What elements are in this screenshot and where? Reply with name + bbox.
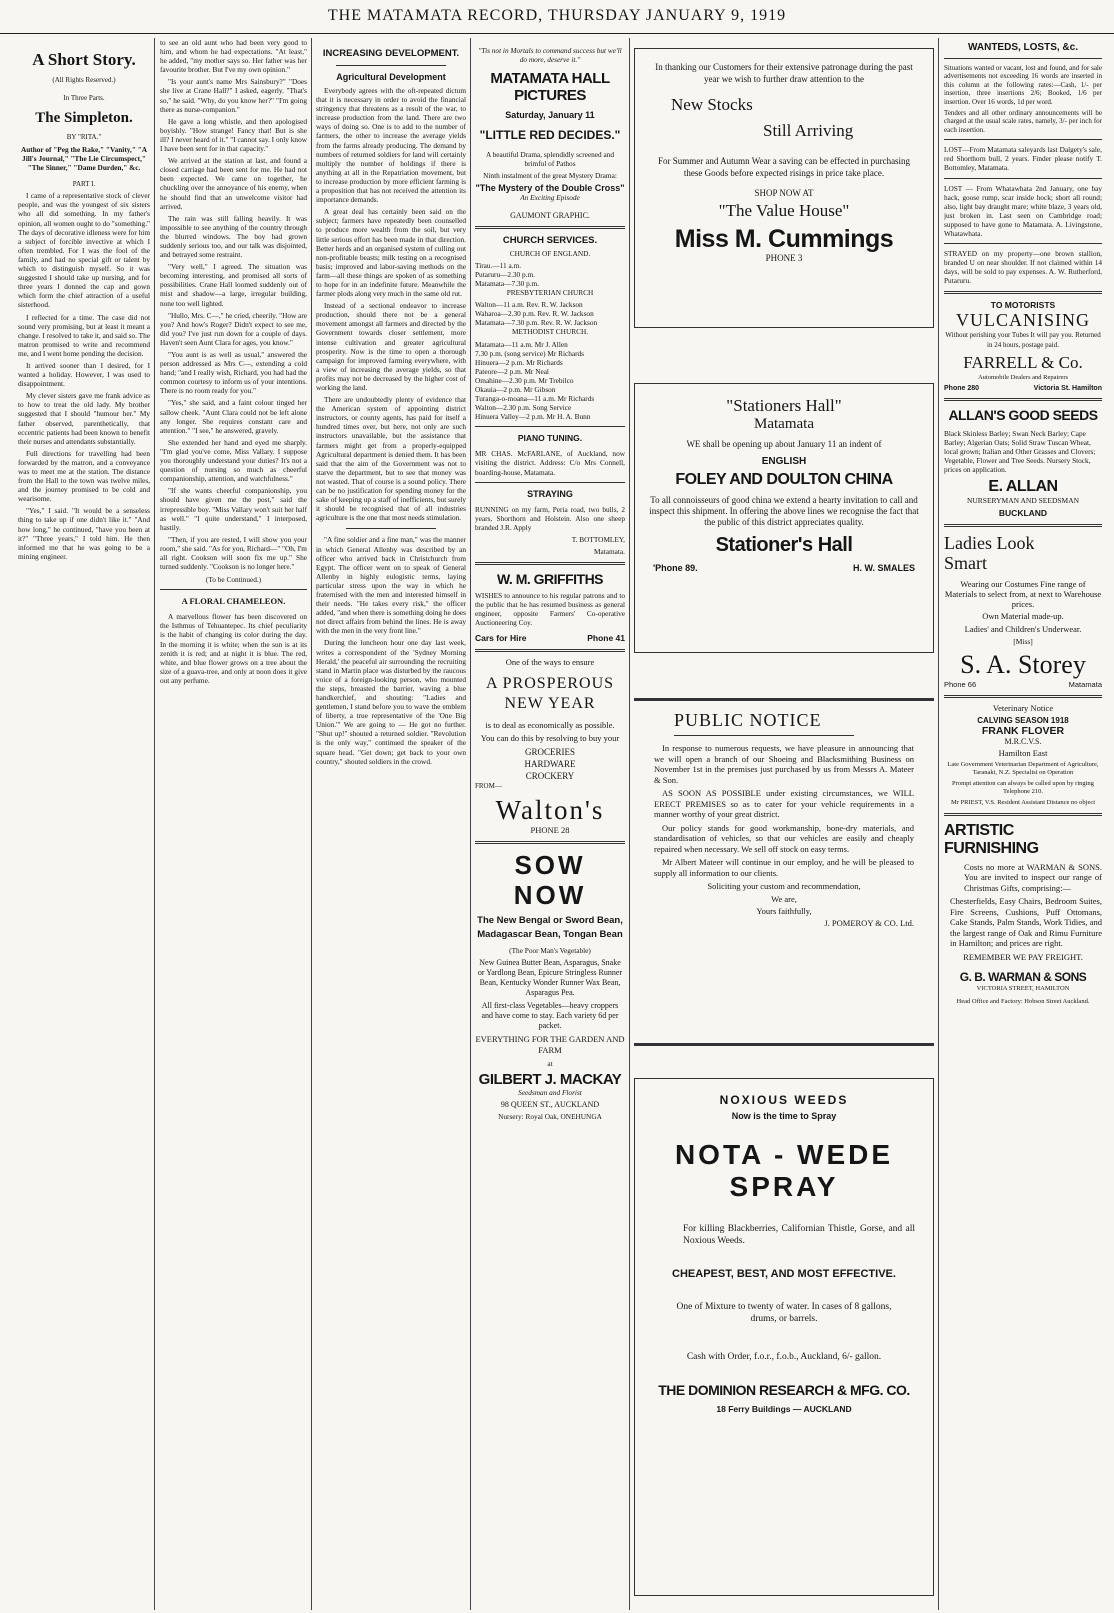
wanteds-tenders: Tenders and all other ordinary announcements will be charged at the usual scale rates, namely, 3/- per inch for each insertion. bbox=[944, 109, 1102, 134]
vulc-to: TO MOTORISTS bbox=[990, 300, 1056, 311]
griffiths-cars: Cars for Hire bbox=[475, 633, 527, 644]
list-item: GROCERIES bbox=[524, 746, 575, 757]
story-paragraph: to see an old aunt who had been very good to him, and whom he had expectations. "At least," he added, "my mother says so. Her father was her favourite brother. But I've my own opinion." bbox=[160, 38, 307, 75]
walton-items bbox=[475, 746, 625, 782]
allan-title: ALLAN'S GOOD SEEDS bbox=[948, 406, 1098, 423]
church-cofe-lines bbox=[475, 261, 625, 288]
allan-name: E. ALLAN bbox=[988, 478, 1058, 496]
story-column bbox=[18, 38, 150, 1608]
warman-list: Chesterfields, Easy Chairs, Bedroom Suites, Fire Screens, Cushions, Puff Ottomans, Cake Stands, Palm Stands, Work Tidies, and the largest range of Oak and Rimu Furniture in Hamilton; and prices are right. bbox=[950, 896, 1102, 949]
church-cofe: CHURCH OF ENGLAND. bbox=[509, 248, 591, 258]
story-paragraph: I came of a representative stock of clever people, and was the youngest of six sisters who all did something. In my father's opinion, all women ought to do "something." The days of decorative idleness were for him a subject of forcible invective at which I often trembled. For I was the fool of the family, and had no special gift or talent by which to distinguish myself. So it was suggested I should take up nursing, and for three years I donned the cap and gown which form the chief attraction of a useful sisterhood. bbox=[18, 191, 150, 310]
value-shop: SHOP NOW AT bbox=[754, 188, 814, 198]
storey-phone: Phone 66 bbox=[944, 679, 977, 689]
griffiths-title: W. M. GRIFFITHS bbox=[496, 571, 604, 588]
warman-t1: ARTISTIC bbox=[944, 821, 1014, 839]
hall-desc: A beautiful Drama, splendidly screened and brimful of Pathos bbox=[485, 150, 615, 169]
warman-remember: REMEMBER WE PAY FREIGHT. bbox=[963, 951, 1083, 962]
development-paragraph: Everybody agrees with the oft-repeated dictum that it is necessary in order to avoid the financial stringency that threatens as a result of the war, to increase production from the land. There are two ways of doing so. One is to add to the number of farmers, the other to increase the average yields from the farms already producing. The demand by numbers of returned soldiers for land will certainly multiply the number of holdings if there is anything at all in the Repatriation movement, but to increase production by more efficient farming is a proposition that has not received the attention its importance demands. bbox=[316, 86, 466, 205]
church-pres: PRESBYTERIAN CHURCH bbox=[506, 288, 594, 298]
hall-quote: "Tis not in Mortals to command success but we'll do more, deserve it." bbox=[478, 46, 622, 65]
weeds-addr: 18 Ferry Buildings — AUCKLAND bbox=[716, 1404, 852, 1415]
story-paragraph: "Yes," she said, and a faint colour tinged her sallow cheek. "Aunt Clara could not be left alone any longer. She requires constant care and attention." "I see," he answered, gravely. bbox=[160, 398, 307, 435]
story-byline: BY "RITA." bbox=[66, 133, 102, 141]
list-item: Waharoa—2.30 p.m. Rev. R. W. Jackson bbox=[475, 309, 594, 319]
walton-intro: One of the ways to ensure bbox=[505, 657, 595, 668]
list-item: Tirau.—11 a.m. bbox=[475, 260, 522, 270]
storey-title2: Smart bbox=[944, 553, 987, 574]
sow-nursery: Nursery: Royal Oak, ONEHUNGA bbox=[498, 1112, 602, 1122]
stationers-town: Matamata bbox=[754, 416, 814, 432]
value-name: Miss M. Cummings bbox=[674, 225, 894, 254]
straying-sig: T. BOTTOMLEY, bbox=[571, 534, 625, 544]
column-rule bbox=[470, 38, 471, 1610]
vet-town: Hamilton East bbox=[998, 747, 1048, 758]
chameleon-title: A FLORAL CHAMELEON. bbox=[181, 596, 286, 607]
wanteds-title: WANTEDS, LOSTS, &c. bbox=[967, 42, 1078, 53]
vulc-phone: Phone 280 bbox=[944, 384, 980, 392]
notice-title: PUBLIC NOTICE bbox=[674, 710, 822, 730]
story-paragraph: My clever sisters gave me frank advice as to how to treat the old lady. My brother suggested that I should "humour her." My father observed, parenthetically, that eccentric patients had been known to benefit their nurses and attendants substantially. bbox=[18, 391, 150, 446]
vulc-name: FARRELL & Co. bbox=[963, 352, 1083, 372]
warman-name: G. B. WARMAN & SONS bbox=[959, 970, 1087, 985]
value-body: For Summer and Autumn Wear a saving can be effected in purchasing these Goods before expected risings in price take place. bbox=[657, 156, 911, 178]
value-still: Still Arriving bbox=[763, 121, 854, 140]
vet-priest: Mr PRIEST, V.S. Resident Assistant Distance no object bbox=[950, 798, 1096, 806]
value-house: "The Value House" bbox=[718, 201, 850, 221]
weeds-cheap: CHEAPEST, BEST, AND MOST EFFECTIVE. bbox=[672, 1268, 896, 1280]
notice-we: We are, bbox=[771, 893, 797, 904]
weeds-big: NOTA - WEDE SPRAY bbox=[674, 1139, 894, 1202]
notice-paragraph: AS SOON AS POSSIBLE under existing circumstances, we WILL ERECT PREMISES so as to cater for your vehicle requirements in a manner worthy of your great district. bbox=[654, 788, 914, 819]
development-column bbox=[316, 38, 466, 1608]
sow-list: New Guinea Butter Bean, Asparagus, Snake or Yardlong Bean, Epicure Stringless Runner Bean, Kentucky Wonder Runner Wax Bean, Asparagus Pea. bbox=[477, 957, 623, 997]
list-item: Matamata—7.30 p.m. bbox=[475, 278, 540, 288]
storey-town: Matamata bbox=[1068, 679, 1102, 689]
hall-feature: "LITTLE RED DECIDES." bbox=[479, 128, 621, 143]
weeds-co: THE DOMINION RESEARCH & MFG. CO. bbox=[658, 1382, 910, 1399]
hall-ninth: Ninth instalment of the great Mystery Drama: bbox=[483, 171, 617, 181]
wanteds-strayed: STRAYED on my property—one brown stallion, branded U on near shoulder. If not claimed within 14 days, will be sold to pay expenses. A. W. Rutherford, Putaruru. bbox=[944, 249, 1102, 286]
development-title: INCREASING DEVELOPMENT. bbox=[322, 48, 460, 59]
story-name: The Simpleton. bbox=[35, 110, 133, 126]
walton-deal: is to deal as economically as possible. bbox=[485, 719, 615, 730]
story-paragraph: The rain was still falling heavily. It was impossible to see anything of the country through the blurred windows. The boy had grown suddenly serious too, and our talk was disjointed, and betrayed some restraint. bbox=[160, 213, 307, 260]
storey-name: S. A. Storey bbox=[960, 649, 1086, 679]
stationers-english: ENGLISH bbox=[761, 456, 807, 467]
wanteds-lost-horses: LOST — From Whatawhata 2nd January, one bay hack, goose rump, scar inside hock; short all round; also, light bay draught mare; white blaze, 3 years old, just broken in. Last seen on Cambridge road; supposed to have gone to Matamata. A. Livingstone, Whatawhata. bbox=[944, 183, 1102, 238]
sow-sub: The New Bengal or Sword Bean, Madagascar Bean, Tongan Bean bbox=[477, 914, 623, 940]
vulc-text: Without perishing your Tubes It will pay you. Returned in 24 hours, postage paid. bbox=[945, 331, 1101, 349]
piano-title: PIANO TUNING. bbox=[517, 433, 583, 444]
allenby-paragraph: "A fine soldier and a fine man," was the manner in which General Allenby was described by an officer who arrived back in Christchurch from Egypt. The officer went on to speak of General Allenby in highly eulogistic terms, laying particular stress upon the way in which he fraternised with the men and interested himself in their needs. "He takes every risk," the officer added, "and when there is something doing he does not direct affairs from behind the lines. He is away with the men in the very front line." bbox=[316, 535, 466, 636]
storey-title1: Ladies Look bbox=[944, 533, 1035, 554]
storey-own: Own Material made-up. bbox=[982, 611, 1064, 622]
list-item: HARDWARE bbox=[524, 758, 576, 769]
sow-addr: 98 QUEEN ST., AUCKLAND bbox=[500, 1100, 600, 1110]
story-paragraph: We arrived at the station at last, and found a closed carriage had been sent for me. He had not been expected. We came on together, he chuckling over the annoyance of his enemy, when he should find that an unwelcome visitor had arrived. bbox=[160, 156, 307, 211]
development-paragraph: Instead of a sectional endeavor to increase production, should there not be a general movement amongst all farmers and directed by the Government towards closer settlement, more intense cultivation and greater agricultural prosperity. Now is the time to open a thorough campaign for improved farming everywhere, with a view of increasing the average yields, so that profits may not be decreased by the higher cost of working the land. bbox=[316, 301, 466, 392]
development-paragraph: There are undoubtedly plenty of evidence that the American system of appointing district instructors, or county agents, has paid for itself a hundred times over, but here, not only are such instructors unavailable, but the assistance that farmers might get from a properly-equipped Agricultural department is denied them. It has been said that the aim of the Government was not to starve the department, but to see that money was not wasted. That of course is a sound policy. There can be no justification for spending money for the sake of keeping up a staff of inefficients, but surely it should be recognised that of all industries agriculture is the one that most needs stimulation. bbox=[316, 395, 466, 523]
list-item: Turanga-o-moana—11 a.m. Mr Richards bbox=[475, 394, 595, 404]
hall-title: MATAMATA HALL PICTURES bbox=[490, 70, 610, 105]
list-item: Putaruru—2.30 p.m. bbox=[475, 269, 535, 279]
weeds-cash: Cash with Order, f.o.r., f.o.b., Auckland, 6/- gallon. bbox=[686, 1352, 882, 1362]
vulc-title: VULCANISING bbox=[956, 310, 1090, 331]
story-continued: (To be Continued.) bbox=[205, 575, 262, 585]
stationers-china: FOLEY AND DOULTON CHINA bbox=[675, 471, 893, 488]
griffiths-phone: Phone 41 bbox=[587, 633, 625, 644]
sow-note: (The Poor Man's Vegetable) bbox=[509, 945, 591, 955]
story-paragraph: She extended her hand and eyed me sharply. "I'm glad you've come, Miss Vallary. I suppose you thoroughly understand your duties? It's not a question of nursing so much as cheerful companionship, attention, and watchfulness." bbox=[160, 437, 307, 484]
list-item: Hinuera—2 p.m. Mr Richards bbox=[475, 357, 563, 367]
hall-serial: "The Mystery of the Double Cross" bbox=[475, 183, 625, 194]
sow-at: at bbox=[547, 1058, 553, 1068]
vet-late: Late Government Veterinarian Department of Agriculture, Taranaki, N.Z. Specialist on Operation bbox=[947, 760, 1099, 776]
walton-phone: PHONE 28 bbox=[530, 824, 570, 835]
list-item: CROCKERY bbox=[525, 770, 575, 781]
stationers-owner: H. W. SMALES bbox=[852, 563, 915, 573]
list-item: Hinuera Valley—2 p.m. Mr H. A. Bunn bbox=[475, 412, 591, 422]
story-paragraph: He gave a long whistle, and then apologised boyishly. "How strange! Fancy that! But is she ill? I never heard of it." "I cannot say. I only know I have been sent for in that capacity." bbox=[160, 116, 307, 154]
hall-episode: An Exciting Episode bbox=[520, 193, 580, 203]
story-rights: (All Rights Reserved.) bbox=[52, 76, 116, 84]
vet-title: Veterinary Notice bbox=[992, 702, 1054, 713]
column-rule bbox=[938, 38, 939, 1610]
recruiting-paragraph: During the luncheon hour one day last week, writes a correspondent of the 'Sydney Morning Herald,' the peaceful air surrounding the recruiting stand in Martin place was disturbed by the raucous voice of a foreign-looking person, who mounted the steps, breasted the barrier, waving a blue handkerchief, and shouting: "Ladies and gentlemen, I stand before you to wave the emblem of liberty, a true representative of the 'One Big Union.'" We are going to — He got no further. "Shut up!" shouted a returned soldier. "Revolution is the only way," continued the speaker of the square head. "Get down; get back to your own country," shouted soldiers in the crowd. bbox=[316, 638, 466, 766]
story-paragraph: I reflected for a time. The case did not sound very promising, but at least it meant a change. I resolved to take it, and said so. The matron promised to write and recommend me, and I went home pending the decision. bbox=[18, 312, 150, 358]
church-meth: METHODIST CHURCH. bbox=[511, 327, 589, 337]
column-rule bbox=[629, 38, 630, 1610]
stationers-phone: 'Phone 89. bbox=[653, 563, 698, 573]
walton-resolve: You can do this by resolving to buy your bbox=[480, 732, 620, 743]
value-phone: PHONE 3 bbox=[765, 253, 803, 264]
weeds-sub: Now is the time to Spray bbox=[731, 1111, 837, 1121]
sow-first: All first-class Vegetables—heavy croppers and have come to stay. Each variety 6d per packet. bbox=[481, 1000, 619, 1030]
list-item: Omahine—2.30 p.m. Mr Trebilco bbox=[475, 375, 574, 385]
story-paragraph: "Yes," I said. "It would be a senseless thing to take up if one didn't like it." "And how long," he continued, "have you been at it?" "Three years," I told him. He then informed me that he was going to be a mining engineer. bbox=[18, 506, 150, 561]
list-item: Matamata—11 a.m. Mr J. Allen bbox=[475, 339, 568, 349]
story-paragraph: "Hullo, Mrs. C—," he cried, cheerily. "How are you? And how's Roger? Didn't expect to see me, did you? I've just run down for a couple of days. Haven't seen Aunt Clara for ages, you know." bbox=[160, 310, 307, 347]
weeds-title: NOXIOUS WEEDS bbox=[719, 1093, 849, 1107]
sow-role: Seedsman and Florist bbox=[518, 1087, 582, 1097]
nota-wede-ad bbox=[634, 1078, 934, 1596]
walton-name: Walton's bbox=[495, 794, 605, 825]
storey-under: Ladies' and Children's Underwear. bbox=[964, 624, 1082, 635]
stationers-text: To all connoisseurs of good china we extend a hearty invitation to call and inspect this shipment. In offering the above lines we recognise the fact that the public of this district appreciates quality. bbox=[649, 495, 919, 527]
vet-name: FRANK FLOVER bbox=[981, 724, 1065, 737]
value-house-ad bbox=[634, 48, 934, 328]
warman-addr: VICTORIA STREET, HAMILTON bbox=[976, 985, 1070, 993]
vet-season: CALVING SEASON 1918 bbox=[977, 715, 1069, 725]
griffiths-text: WISHES to announce to his regular patrons and to the public that he has resumed business as general engineer, opposite Farmers' Co-operative Auctioneering Coy. bbox=[475, 591, 625, 628]
list-item: Pateore—2 p.m. Mr Neal bbox=[475, 366, 549, 376]
hall-date: Saturday, January 11 bbox=[505, 110, 595, 121]
development-subtitle: Agricultural Development bbox=[336, 72, 446, 82]
straying-title: STRAYING bbox=[527, 488, 573, 499]
notice-paragraph: In response to numerous requests, we have pleasure in announcing that we will open a branch of our Shoeing and Blacksmithing Business on November 1st in the premises just purchased by us from Messrs A. Mateer & Son. bbox=[654, 743, 914, 785]
weeds-for: For killing Blackberries, Californian Thistle, Gorse, and all Noxious Weeds. bbox=[683, 1224, 915, 1246]
vet-prompt: Prompt attention can always be called upon by ringing Telephone 210. bbox=[952, 779, 1094, 795]
masthead-title: THE MATAMATA RECORD, THURSDAY JANUARY 9, 1919 bbox=[327, 7, 787, 24]
stationers-hall-ad bbox=[634, 383, 934, 653]
notice-paragraph: Mr Albert Mateer will continue in our employ, and he will be pleased to supply all information to our clients. bbox=[654, 857, 914, 878]
story-title: A Short Story. bbox=[32, 50, 136, 69]
stationers-title: "Stationers Hall" bbox=[726, 396, 842, 415]
story-part: PART I. bbox=[72, 180, 96, 189]
church-meth-lines bbox=[475, 340, 625, 422]
masthead bbox=[0, 0, 1114, 34]
story-parts: In Three Parts. bbox=[63, 94, 105, 102]
story-paragraph: Full directions for travelling had been forwarded by the matron, and a conveyance was to meet me at the station. The distance from the Hall to the town was twelve miles, and the journey promised to be cold and wearisome. bbox=[18, 448, 150, 504]
walton-headline: A PROSPEROUS NEW YEAR bbox=[485, 674, 615, 712]
warman-text: Costs no more at WARMAN & SONS. You are invited to inspect our range of Christmas Gifts, comprising:— bbox=[964, 861, 1102, 893]
value-intro: In thanking our Customers for their extensive patronage during the past year we wish to further draw attention to the bbox=[655, 62, 913, 84]
notice-sig: J. POMEROY & CO. Ltd. bbox=[824, 917, 914, 928]
story-paragraph: "Is your aunt's name Mrs Sainsbury?" "Does she live at Crane Hall?" I asked, eagerly. "That's so," he said. "Why, do you know her?" "I'm going there as nurse-companion." bbox=[160, 77, 307, 114]
piano-text: MR CHAS. McFARLANE, of Auckland, now visiting the district. Address: C/o Mrs Connell, boarding-house, Matamata. bbox=[475, 449, 625, 477]
list-item: 7.30 p.m. (song service) Mr Richards bbox=[475, 348, 585, 358]
notices-column bbox=[475, 38, 625, 1608]
story-paragraph: It arrived sooner than I desired, for I wanted a holiday. However, I was used to disappointment. bbox=[18, 360, 150, 389]
notice-paragraph: Soliciting your custom and recommendation, bbox=[707, 881, 861, 891]
value-new: New Stocks bbox=[671, 95, 753, 114]
list-item: Walton—2.30 p.m. Song Service bbox=[475, 403, 572, 413]
classifieds-column bbox=[944, 38, 1102, 1608]
storey-text: Wearing our Costumes Fine range of Materials to select from, at next to Warehouse prices. bbox=[944, 579, 1102, 610]
wanteds-rates: Situations wanted or vacant, lost and found, and for sale advertisements not exceeding 16 words are inserted in this column at the following rates:—Cash, 1/- per insertion, three insertions 2/6; Booked, 1/6 per insertion. Over 16 words, 1d per word. bbox=[944, 64, 1102, 106]
story-paragraph: "If she wants cheerful companionship, you should have given me the post," said the irrepressible boy. "Miss Vallary won't suit her half as well." "I quite understand," I interposed, hastily. bbox=[160, 486, 307, 532]
notice-paragraph: Our policy stands for good workmanship, bone-dry materials, and standardisation of vehicles, so that our vehicles are easily and cheaply repaired when necessary. We sell off stock on easy terms. bbox=[654, 822, 914, 854]
storey-miss: [Miss] bbox=[1013, 637, 1033, 647]
church-pres-lines bbox=[475, 300, 625, 327]
story-column-continued bbox=[160, 38, 307, 1608]
display-ads-column bbox=[634, 38, 934, 1608]
church-title: CHURCH SERVICES. bbox=[502, 234, 598, 246]
list-item: Walton—11 a.m. Rev. R. W. Jackson bbox=[475, 300, 583, 310]
allan-text: Black Skinless Barley; Swan Neck Barley; Cape Barley; Algerian Oats; Solid Straw Tuscan Wheat, local grown; Italian and Other Grasses and Clovers; Vegetable, Flower and Tree Seeds. Nursery Stock, prices on application. bbox=[944, 428, 1096, 475]
list-item: Okauia—2 p.m. Mr Gibson bbox=[475, 384, 556, 394]
straying-place: Matamata. bbox=[594, 547, 625, 556]
chameleon-text: A marvellous flower has been discovered on the Isthmus of Tehuantepec. Its chief peculiarity is the habit of changing its color during the day. In the morning it is white; when the sun is at its zenith it is red; and at night it is blue. The red, white, and blue flower grows on a tree about the size of a guava-tree, and only at noon does it give out any perfume. bbox=[160, 612, 307, 685]
wanteds-lost-bull: LOST—From Matamata saleyards last Dalgety's sale, red Shorthorn bull, 2 years. Finder please notify T. Bottomley, Matamata. bbox=[944, 145, 1102, 173]
allan-role: NURSERYMAN AND SEEDSMAN bbox=[966, 496, 1080, 506]
story-paragraph: "You aunt is as well as usual," answered the person addressed as Mrs C—, extending a cold hand; "and I really wish, Richard, you had had the common courtesy to inform us of your intentions. There is no room ready for you." bbox=[160, 350, 307, 396]
walton-from: FROM— bbox=[475, 781, 502, 790]
warman-head: Head Office and Factory: Hobson Street Auckland. bbox=[956, 998, 1090, 1006]
story-paragraph: "Then, if you are rested, I will show you your room," she said. "As for you, Richard—" "Oh, I'm all right. Cookson will soon fix me up." She turned suddenly. "Cookson is no longer here." bbox=[160, 534, 307, 572]
column-rule bbox=[311, 38, 312, 1610]
sow-every: EVERYTHING FOR THE GARDEN AND FARM bbox=[475, 1033, 625, 1055]
hall-graphic: GAUMONT GRAPHIC. bbox=[510, 210, 590, 220]
stationers-open: WE shall be opening up about January 11 an indent of bbox=[686, 439, 882, 449]
list-item: Matamata—7.30 p.m. Rev. R. W. Jackson bbox=[475, 318, 598, 328]
straying-text: RUNNING on my farm, Peria road, two bulls, 2 years, Shorthorn and Holstein. Also one sheep branded J.R. Apply bbox=[475, 504, 625, 532]
allan-town: BUCKLAND bbox=[998, 508, 1048, 519]
notice-yours: Yours faithfully, bbox=[756, 905, 812, 916]
story-author: Author of "Peg the Rake," "Vanity," "A Jill's Journal," "The Lie Circumspect," "The Sinner," "Dame Durden," &c. bbox=[20, 145, 148, 173]
sow-title: SOW NOW bbox=[513, 849, 587, 910]
column-rule bbox=[154, 38, 155, 1610]
sow-name: GILBERT J. MACKAY bbox=[478, 1070, 622, 1088]
stationers-sig: Stationer's Hall bbox=[715, 534, 853, 556]
story-paragraph: "Very well," I agreed. The situation was becoming interesting, and promised all sorts of possibilities. Crane Hall loomed suddenly out of mist and shadow—a large, irregular building, none too well lighted. bbox=[160, 262, 307, 308]
vulc-line: Automobile Dealers and Repairers bbox=[977, 373, 1069, 381]
weeds-mix: One of Mixture to twenty of water. In cases of 8 gallons, drums, or barrels. bbox=[676, 1302, 892, 1324]
warman-t2: FURNISHING bbox=[944, 839, 1039, 857]
development-paragraph: A great deal has certainly been said on the subject; farmers have repeatedly been counselled to produce more wealth from the soil, but very little serious effort has been made in that direction. Better herds and an organised system of culling out non-profitable beasts; milk testing on a recognised basis; improved and labor-saving methods on the farm—all these things are spoken of as something to hope for in an indefinite future. Meanwhile the farmer plods along very much in the same old rut. bbox=[316, 207, 466, 299]
vet-deg: M.R.C.V.S. bbox=[1004, 736, 1042, 746]
vulc-addr: Victoria St. Hamilton bbox=[1033, 384, 1102, 392]
